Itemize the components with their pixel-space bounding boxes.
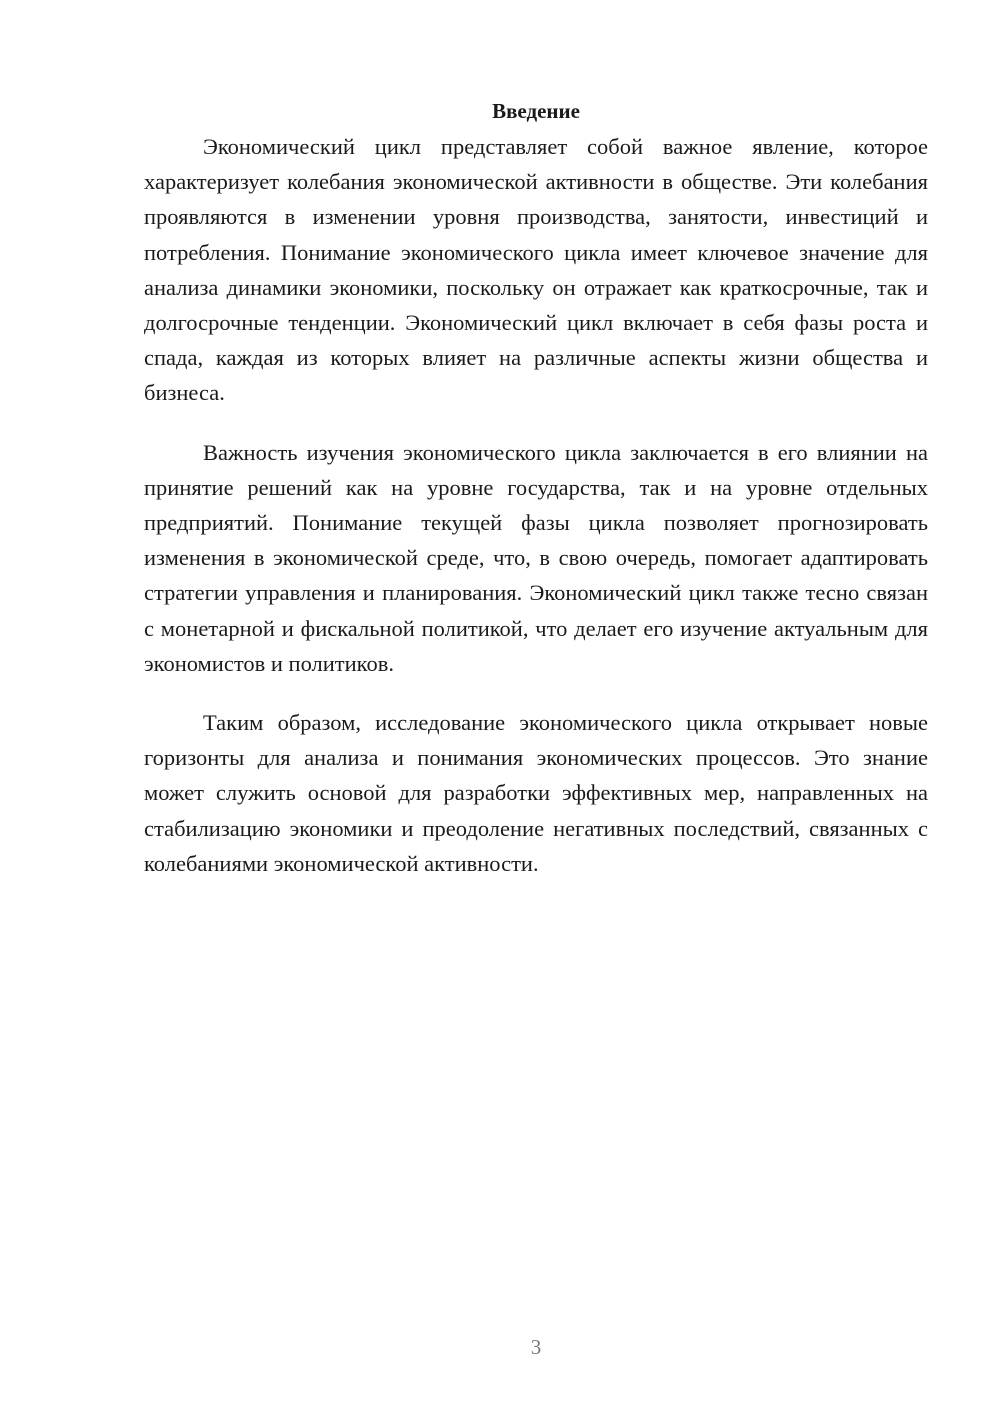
- paragraph-2: Важность изучения экономического цикла заключается в его влиянии на принятие решений как на уровне государства, так и на уровне отдельных предприятий. Понимание текущей фазы цикла позволяет прогнозировать изменения в экономической среде, что, в свою очередь, помогает адаптировать стратегии управления и планирования. Экономический цикл также тесно связан с монетарной и фискальной политикой, что делает его изучение актуальным для экономистов и политиков.: [144, 439, 928, 676]
- paragraph-1: Экономический цикл представляет собой важное явление, которое характеризует колебания экономической активности в обществе. Эти колебания проявляются в изменении уровня производства, занятости, инвестиций и потребления. Понимание экономического цикла имеет ключевое значение для анализа динамики экономики, поскольку он отражает как краткосрочные, так и долгосрочные тенденции. Экономический цикл включает в себя фазы роста и спада, каждая из которых влияет на различные аспекты жизни общества и бизнеса.: [144, 134, 928, 406]
- page-number: 3: [530, 1335, 542, 1359]
- section-title: Введение: [492, 99, 580, 123]
- document-body: [144, 94, 928, 905]
- paragraph-3: Таким образом, исследование экономического цикла открывает новые горизонты для анализа и понимания экономических процессов. Это знание может служить основой для разработки эффективных мер, направленных на стабилизацию экономики и преодоление негативных последствий, связанных с колебаниями экономической активности.: [144, 710, 928, 876]
